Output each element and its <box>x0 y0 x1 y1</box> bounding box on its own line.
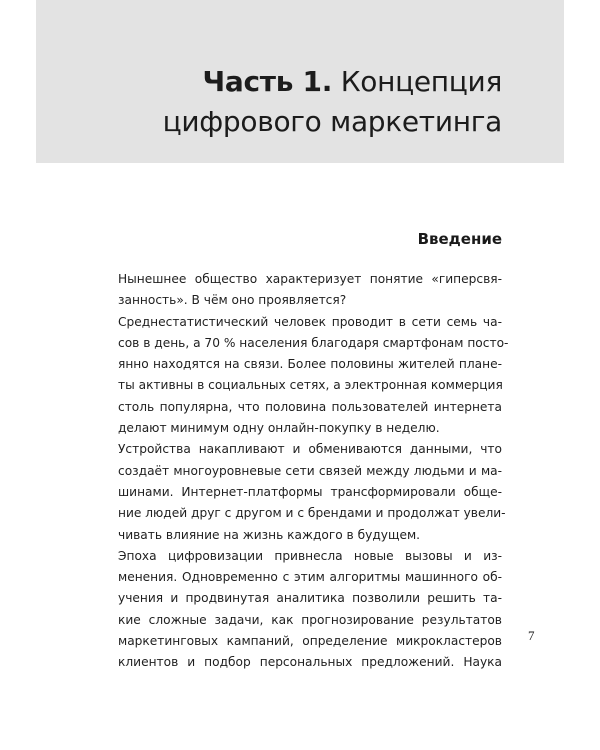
body-text <box>118 269 509 674</box>
text-line: шинами. Интернет-платформы трансформировали обще- <box>118 484 502 499</box>
chapter-title-line-2: цифрового маркетинга <box>162 105 502 138</box>
chapter-title <box>163 62 502 142</box>
chapter-part-label: Часть 1. <box>202 65 333 98</box>
chapter-title-line-1 <box>163 62 502 102</box>
text-line: занность». В чём оно проявляется? <box>118 293 347 308</box>
text-line: Среднестатистический человек проводит в сети семь ча- <box>118 314 502 329</box>
text-line: создаёт многоуровневые сети связей между людьми и ма- <box>118 463 502 478</box>
text-line: клиентов и подбор персональных предложений. Наука <box>118 655 502 670</box>
section-heading: Введение <box>417 230 502 248</box>
text-line: ты активны в социальных сетях, а электронная коммерция <box>118 378 503 393</box>
text-line: кие сложные задачи, как прогнозирование результатов <box>118 612 502 627</box>
text-line: Устройства накапливают и обмениваются данными, что <box>118 442 502 457</box>
text-line: Эпоха цифровизации привнесла новые вызовы и из- <box>118 548 502 563</box>
page-number: 7 <box>528 628 535 643</box>
text-line: учения и продвинутая аналитика позволили решить та- <box>118 591 502 606</box>
text-line: янно находятся на связи. Более половины жителей плане- <box>118 357 502 372</box>
text-line: столь популярна, что половина пользователей интернета <box>118 399 502 414</box>
text-line: сов в день, а 70 % населения благодаря смартфонам посто- <box>118 335 509 350</box>
text-line: ние людей друг с другом и с брендами и продолжат увели- <box>118 506 506 521</box>
text-line: делают минимум одну онлайн-покупку в неделю. <box>118 421 440 436</box>
text-line: чивать влияние на жизнь каждого в будущем. <box>118 527 421 542</box>
chapter-title-rest: Концепция <box>340 65 502 98</box>
text-line: Нынешнее общество характеризует понятие «гиперсвя- <box>118 272 502 286</box>
text-line: маркетинговых кампаний, определение микрокластеров <box>118 634 502 649</box>
text-line: менения. Одновременно с этим алгоритмы машинного об- <box>118 570 502 585</box>
